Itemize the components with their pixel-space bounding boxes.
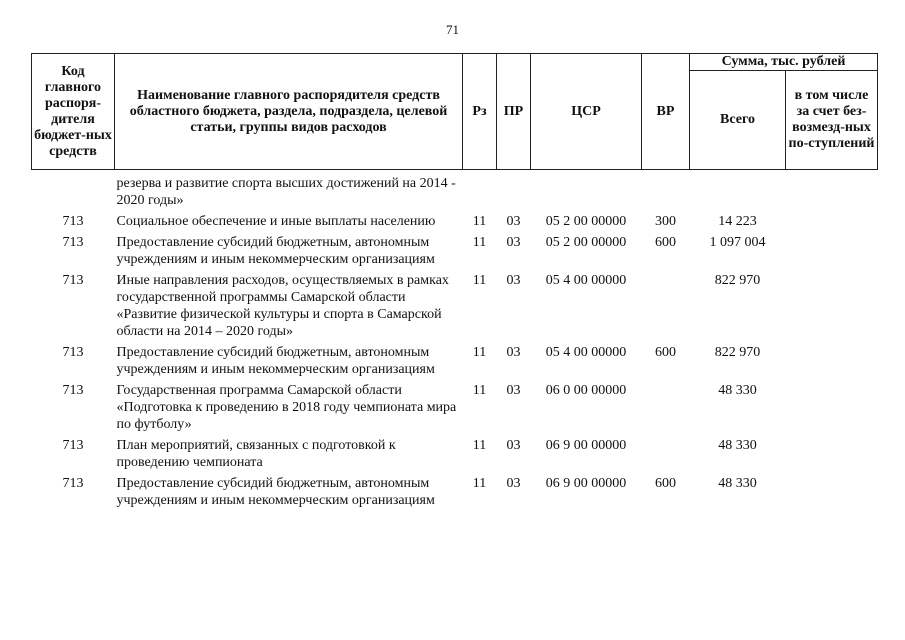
cell-incl <box>786 344 878 382</box>
cell-name: Иные направления расходов, осуществляемых в рамках государственной программы Самарской области «Развитие физической культуры и спорта в Самарской области на 2014 – 2020 годы» <box>116 273 449 339</box>
cell-total: 14 223 <box>718 214 757 229</box>
cell-rz: 11 <box>472 438 487 453</box>
table-row <box>32 170 878 214</box>
cell-code: 713 <box>62 345 84 360</box>
cell-total: 822 970 <box>714 273 761 288</box>
cell-name: резерва и развитие спорта высших достижений на 2014 - 2020 годы» <box>116 176 456 208</box>
header-name: Наименование главного распорядителя средств областного бюджета, раздела, подраздела, целевой статьи, группы видов расходов <box>115 54 463 170</box>
cell-incl <box>786 170 878 214</box>
cell-name: Предоставление субсидий бюджетным, автономным учреждениям и иным некоммерческим организациям <box>116 476 435 508</box>
table-body <box>32 170 878 514</box>
cell-code: 713 <box>62 476 84 491</box>
header-incl: в том числе за счет без-возмезд-ных по-ступлений <box>786 71 878 170</box>
table-row <box>32 382 878 437</box>
cell-csr: 05 4 00 00000 <box>545 273 627 288</box>
cell-rz: 11 <box>472 476 487 491</box>
header-total: Всего <box>690 71 786 170</box>
cell-name: Предоставление субсидий бюджетным, автономным учреждениям и иным некоммерческим организациям <box>116 345 435 377</box>
cell-vr <box>642 382 690 437</box>
cell-code: 713 <box>62 235 84 250</box>
cell-rz: 11 <box>472 214 487 229</box>
cell-csr: 06 9 00 00000 <box>545 438 627 453</box>
cell-name: План мероприятий, связанных с подготовкой к проведению чемпионата <box>116 438 396 470</box>
cell-csr: 06 0 00 00000 <box>545 383 627 398</box>
cell-vr: 300 <box>655 214 676 229</box>
table-row <box>32 234 878 272</box>
cell-code: 713 <box>62 273 84 288</box>
page-number: 71 <box>446 22 459 37</box>
cell-code <box>32 170 115 214</box>
cell-rz: 11 <box>472 235 487 250</box>
cell-vr <box>642 272 690 344</box>
table-header <box>32 54 878 170</box>
table-row <box>32 475 878 513</box>
cell-pr: 03 <box>506 273 521 288</box>
cell-code: 713 <box>62 214 84 229</box>
table-row <box>32 437 878 475</box>
cell-incl <box>786 272 878 344</box>
cell-csr: 05 4 00 00000 <box>545 345 627 360</box>
table-row <box>32 213 878 234</box>
cell-incl <box>786 382 878 437</box>
cell-name: Социальное обеспечение и иные выплаты населению <box>116 214 436 229</box>
header-rz: Рз <box>463 54 497 170</box>
cell-pr: 03 <box>506 438 521 453</box>
header-code: Код главного распоря-дителя бюджет-ных средств <box>32 54 115 170</box>
cell-vr: 600 <box>655 235 676 250</box>
cell-total: 48 330 <box>718 476 757 491</box>
cell-vr <box>642 437 690 475</box>
cell-pr: 03 <box>506 214 521 229</box>
cell-total <box>690 170 786 214</box>
cell-rz: 11 <box>472 273 487 288</box>
cell-incl <box>786 437 878 475</box>
cell-vr: 600 <box>655 345 676 360</box>
cell-incl <box>786 234 878 272</box>
header-amount-group: Сумма, тыс. рублей <box>690 54 878 71</box>
cell-pr: 03 <box>506 345 521 360</box>
cell-incl <box>786 213 878 234</box>
cell-pr: 03 <box>506 235 521 250</box>
budget-table <box>31 53 878 513</box>
cell-rz <box>463 170 497 214</box>
table-row <box>32 272 878 344</box>
cell-csr: 06 9 00 00000 <box>545 476 627 491</box>
cell-csr: 05 2 00 00000 <box>545 214 627 229</box>
cell-vr <box>642 170 690 214</box>
cell-csr: 05 2 00 00000 <box>545 235 627 250</box>
cell-rz: 11 <box>472 345 487 360</box>
cell-total: 48 330 <box>718 383 757 398</box>
cell-total: 822 970 <box>714 345 761 360</box>
cell-name: Государственная программа Самарской области «Подготовка к проведению в 2018 году чемпионата мира по футболу» <box>116 383 457 432</box>
cell-code: 713 <box>62 438 84 453</box>
cell-code: 713 <box>62 383 84 398</box>
header-csr: ЦСР <box>531 54 642 170</box>
cell-total: 48 330 <box>718 438 757 453</box>
header-vr: ВР <box>642 54 690 170</box>
cell-pr: 03 <box>506 476 521 491</box>
cell-total: 1 097 004 <box>709 235 766 250</box>
cell-vr: 600 <box>655 476 676 491</box>
cell-pr <box>497 170 531 214</box>
table-row <box>32 344 878 382</box>
cell-pr: 03 <box>506 383 521 398</box>
cell-rz: 11 <box>472 383 487 398</box>
cell-name: Предоставление субсидий бюджетным, автономным учреждениям и иным некоммерческим организациям <box>116 235 435 267</box>
cell-csr <box>531 170 642 214</box>
cell-incl <box>786 475 878 513</box>
header-pr: ПР <box>497 54 531 170</box>
